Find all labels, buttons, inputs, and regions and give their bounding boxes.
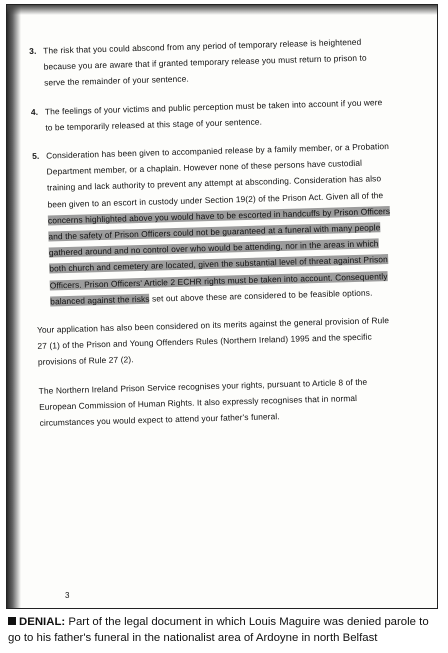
highlighted-text: concerns highlighted above you would have to be escorted in handcuffs by Prison Officers and the safety of Prison Officers could not be guaranteed at a funeral with many people gathered around and no control over who would be attending, nor in the areas in which both church and cemetery are located, given the substantial level of threat against Prison Officers. Prison Officers' Article 2 ECHR rights must be taken into account. Consequently balanced against the risks [47,205,391,307]
document-body [29,33,400,443]
item-text: The risk that you could abscond from any period of temporary release is heightened because you are aware that if granted temporary release you must return to prison to serve the remainder of your sentence. [43,36,367,88]
page-number: 3 [65,591,70,600]
scan-top-shadow [7,5,437,15]
item-number: 3. [29,45,37,56]
article-8-paragraph: The Northern Ireland Prison Service recognises your rights, pursuant to Article 8 of the European Commission of Human Rights. It also expressly recognises that in normal circumstances you would expect to attend your father's funeral. [38,376,368,428]
photo-caption [8,614,442,646]
item-number: 5. [32,150,40,161]
item-text [46,138,396,310]
item-text-part2: set out above these are considered to be feasible options. [151,287,373,304]
caption-text: Part of the legal document in which Louis Maguire was denied parole to go to his father's funeral in the nationalist area of Ardoyne in north Belfast [8,616,429,644]
item-number: 4. [30,106,39,117]
scan-edge-shadow [7,5,21,608]
numbered-item-4 [31,94,392,136]
caption-label: DENIAL: [8,616,65,628]
rule-27-paragraph: Your application has also been considered on its merits against the general provision of Rule 27 (1) of the Prison and Young Offenders Rules (Northern Ireland) 1995 and the specific provisions of Rule 27 (2). [36,315,390,368]
item-text: The feelings of your victims and public perception must be taken into account if you were to be temporarily released at this stage of your sentence. [44,96,383,133]
numbered-item-5 [32,138,396,310]
item-text-part1: Consideration has been given to accompanied release by a family member, or a Probation Department member, or a chaplain. However none of these persons have custodial training and lack authority to prevent any attempt at absconding. Consideration has also been given to an escort in custody under Section 19(2) of the Prison Act. Given all of the [46,141,390,210]
numbered-item-3 [29,33,390,92]
document-page [6,4,438,609]
